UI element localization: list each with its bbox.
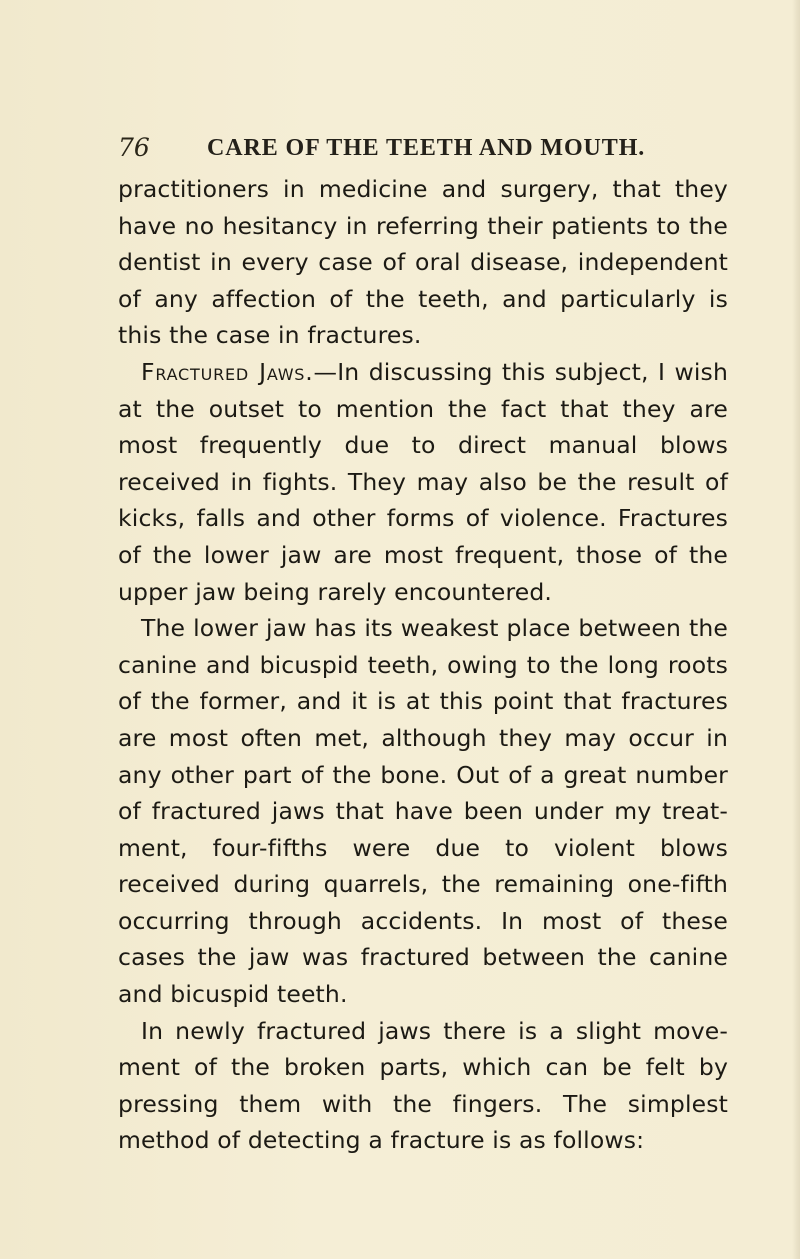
page-header [118, 131, 678, 165]
paragraph-2 [118, 354, 728, 610]
page-edge-shadow [792, 0, 800, 1259]
paragraph-3: The lower jaw has its weakest place between the canine and bicuspid teeth, owing to the long roots of the former, and it is at this point that fractures are most often met, although they may occur in any other part of the bone. Out of a great number of fractured jaws that have been under my treat-ment, four-fifths were due to violent blows received during quarrels, the remaining one-fifth occurring through accidents. In most of these cases the jaw was fractured between the canine and bicuspid teeth. [118, 614, 728, 1009]
running-head: CARE OF THE TEETH AND MOUTH. [207, 135, 646, 161]
body-text [118, 171, 728, 1159]
section-heading-fractured-jaws: Fractured Jaws. [141, 357, 314, 386]
paragraph-4: In newly fractured jaws there is a slight move-ment of the broken parts, which can be felt by pressing them with the fingers. The simplest method of detecting a fracture is as follows: [118, 1016, 728, 1155]
paragraph-2-text: —In discussing this subject, I wish at the outset to mention the fact that they are most frequently due to direct manual blows received in fights. They may also be the result of kicks, falls and other forms of violence. Fractures of the lower jaw are most frequent, those of the upper jaw being rarely encountered. [118, 357, 728, 606]
paragraph-1: practitioners in medicine and surgery, that they have no hesitancy in referring their patients to the dentist in every case of oral disease, independent of any affection of the teeth, and particularly is this the case in fractures. [118, 175, 728, 350]
page-number: 76 [118, 133, 150, 162]
